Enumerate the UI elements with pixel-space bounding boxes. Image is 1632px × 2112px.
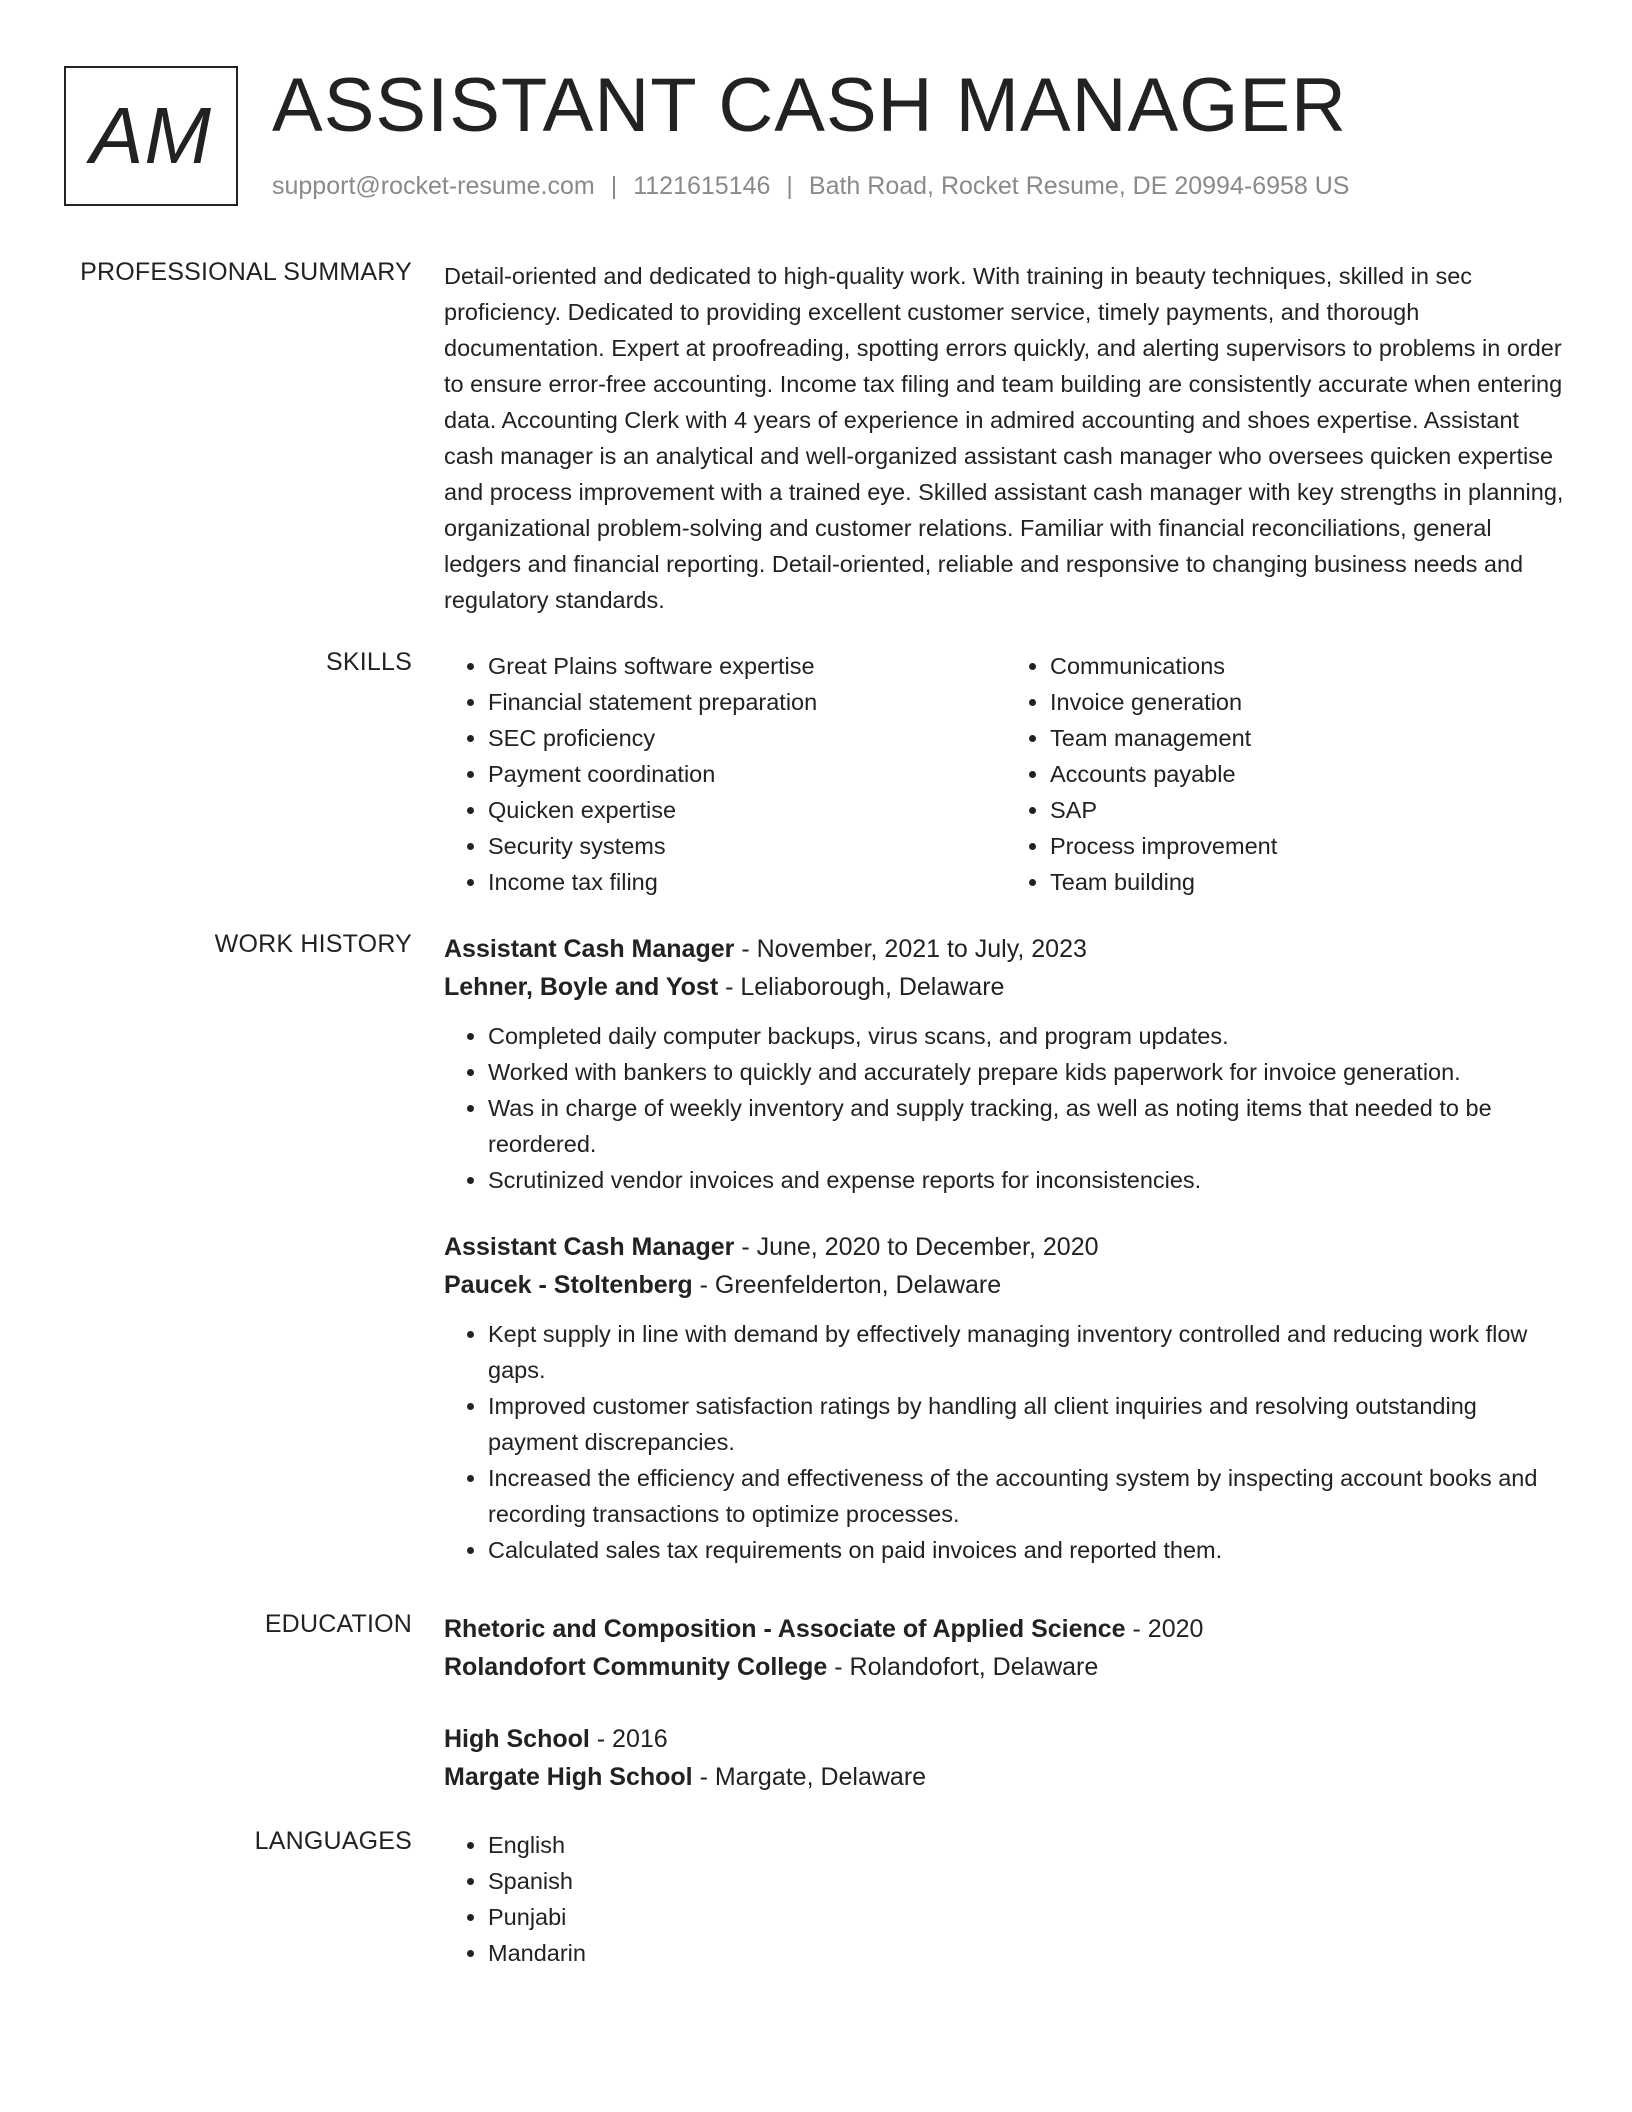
school-location: - Margate, Delaware [692,1763,927,1791]
skill-item: • Quicken expertise [488,792,1006,828]
job-title-line [444,1228,1568,1266]
job-company-line [444,968,1568,1006]
languages-body [444,1827,1568,1971]
skill-item: • Great Plains software expertise [488,648,1006,684]
education-entry [444,1610,1568,1686]
school-line [444,1758,1568,1796]
education-entry [444,1720,1568,1796]
job-title: Assistant Cash Manager [444,1233,735,1261]
degree-year: - 2020 [1125,1615,1204,1643]
contact-address: Bath Road, Rocket Resume, DE 20994-6958 US [808,172,1350,200]
contact-email[interactable]: support@rocket-resume.com [272,172,595,200]
languages-list [444,1827,1568,1971]
summary-body [444,258,1568,618]
summary-label: PROFESSIONAL SUMMARY [80,258,412,286]
language-item: • Punjabi [488,1899,1568,1935]
skill-item: • Security systems [488,828,1006,864]
job-bullet: • Worked with bankers to quickly and accurately prepare kids paperwork for invoice generation. [488,1054,1568,1090]
education-label: EDUCATION [264,1610,412,1638]
job-dates: - June, 2020 to December, 2020 [734,1233,1099,1261]
skill-item: • Accounts payable [1050,756,1568,792]
job-location: - Leliaborough, Delaware [718,973,1005,1001]
work-history-body [444,930,1568,1568]
skill-item: • Financial statement preparation [488,684,1006,720]
job-title: Assistant Cash Manager [444,935,735,963]
contact-phone[interactable]: 1121615146 [633,172,771,200]
language-item: • Mandarin [488,1935,1568,1971]
skill-item: • SAP [1050,792,1568,828]
skills-body [444,648,1568,900]
contact-line [272,172,1349,201]
school-name: Margate High School [444,1763,693,1791]
job-title-line [444,930,1568,968]
job-bullets [444,1316,1568,1568]
job-title-heading: ASSISTANT CASH MANAGER [272,63,1347,148]
language-item: • Spanish [488,1863,1568,1899]
monogram-initials: AM [90,91,212,180]
monogram-box [64,66,238,206]
job-bullet: • Scrutinized vendor invoices and expense reports for inconsistencies. [488,1162,1568,1198]
degree-line [444,1720,1568,1758]
resume-header [64,63,1568,216]
degree-name: High School [444,1725,590,1753]
skill-item: • Communications [1050,648,1568,684]
skill-item: • Income tax filing [488,864,1006,900]
job-company-line [444,1266,1568,1304]
languages-label: LANGUAGES [254,1827,412,1855]
job-bullet: • Completed daily computer backups, virus scans, and program updates. [488,1018,1568,1054]
skill-item: • Payment coordination [488,756,1006,792]
job-company: Lehner, Boyle and Yost [444,973,719,1001]
contact-separator: | [786,172,793,200]
skills-list-right [1006,648,1568,900]
skill-item: • SEC proficiency [488,720,1006,756]
degree-line [444,1610,1568,1648]
skill-item: • Invoice generation [1050,684,1568,720]
degree-year: - 2016 [589,1725,668,1753]
contact-separator: | [610,172,618,200]
school-location: - Rolandofort, Delaware [827,1653,1099,1681]
degree-name: Rhetoric and Composition - Associate of Applied Science [444,1615,1126,1643]
job-bullet: • Increased the efficiency and effectiveness of the accounting system by inspecting account books and recording transactions to optimize processes. [488,1460,1568,1532]
job-bullet: • Was in charge of weekly inventory and supply tracking, as well as noting items that needed to be reordered. [488,1090,1568,1162]
job-entry [444,930,1568,1198]
school-name: Rolandofort Community College [444,1653,828,1681]
skill-item: • Team building [1050,864,1568,900]
job-bullet: • Calculated sales tax requirements on paid invoices and reported them. [488,1532,1568,1568]
job-bullets [444,1018,1568,1198]
job-dates: - November, 2021 to July, 2023 [734,935,1087,963]
job-bullet: • Improved customer satisfaction ratings by handling all client inquiries and resolving outstanding payment discrepancies. [488,1388,1568,1460]
skill-item: • Team management [1050,720,1568,756]
education-body [444,1610,1568,1796]
summary-text: Detail-oriented and dedicated to high-quality work. With training in beauty techniques, skilled in sec proficiency. Dedicated to providing excellent customer service, timely payments, and thorough documentation. Expert at proofreading, spotting errors quickly, and alerting supervisors to problems in order to ensure error-free accounting. Income tax filing and team building are consistently accurate when entering data. Accounting Clerk with 4 years of experience in admired accounting and shoes expertise. Assistant cash manager is an analytical and well-organized assistant cash manager who oversees quicken expertise and process improvement with a trained eye. Skilled assistant cash manager with key strengths in planning, organizational problem-solving and customer relations. Familiar with financial reconciliations, general ledgers and financial reporting. Detail-oriented, reliable and responsive to changing business needs and regulatory standards. [444,263,1564,613]
skills-label: SKILLS [326,648,412,676]
skills-list-left [444,648,1006,900]
work-history-label: WORK HISTORY [214,930,412,958]
school-line [444,1648,1568,1686]
skill-item: • Process improvement [1050,828,1568,864]
job-entry [444,1228,1568,1568]
job-company: Paucek - Stoltenberg [444,1271,693,1299]
language-item: • English [488,1827,1568,1863]
job-bullet: • Kept supply in line with demand by effectively managing inventory controlled and reducing work flow gaps. [488,1316,1568,1388]
job-location: - Greenfelderton, Delaware [692,1271,1002,1299]
